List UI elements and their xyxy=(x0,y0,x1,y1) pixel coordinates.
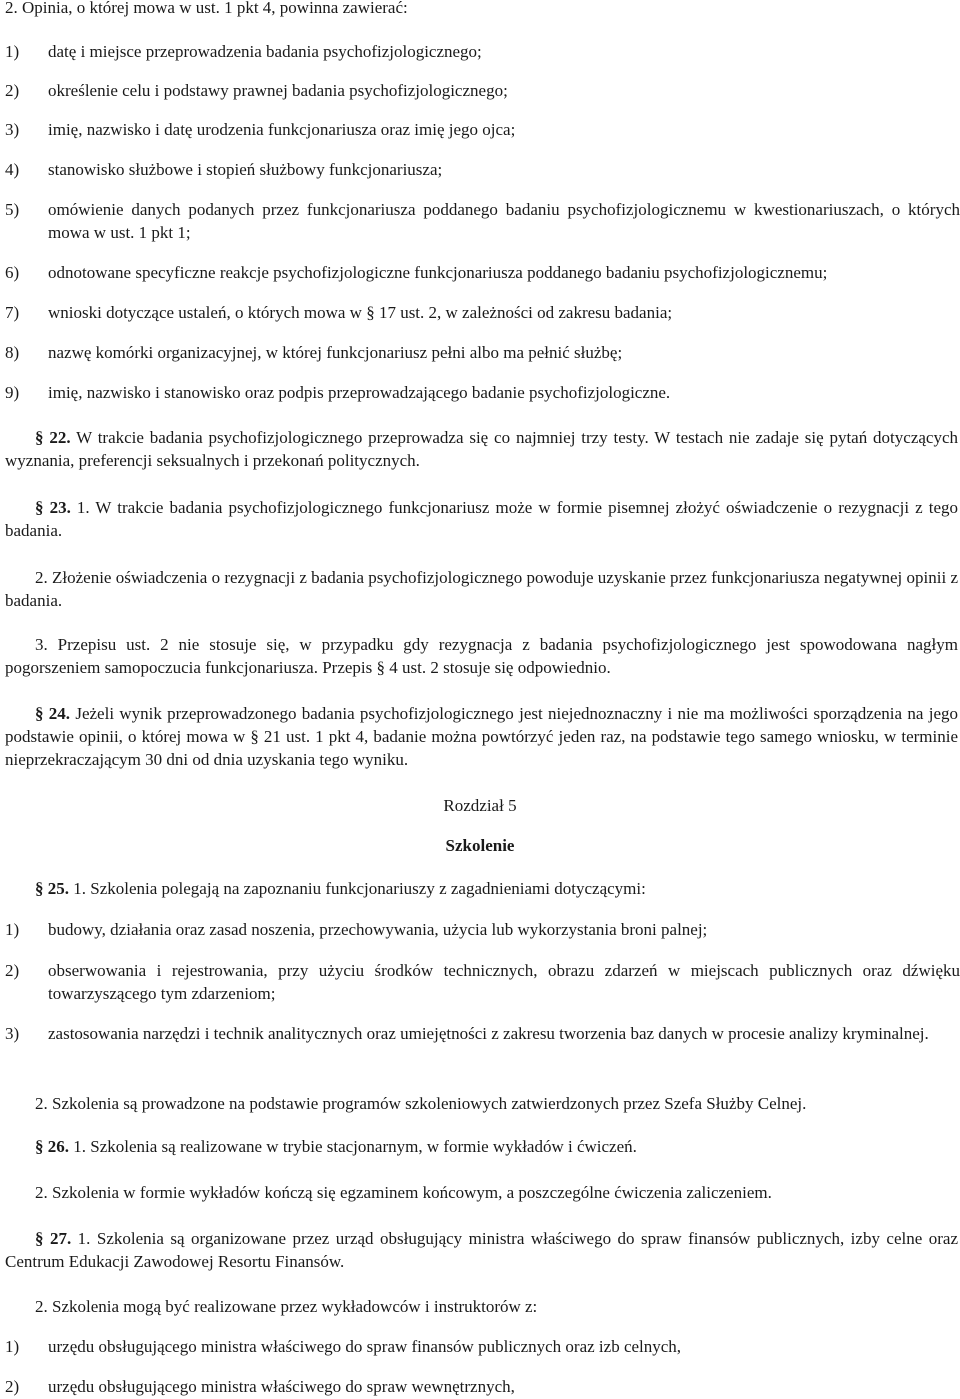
list-number: 8) xyxy=(5,343,20,362)
list-text: urzędu obsługującego ministra właściwego do spraw finansów publicznych oraz izb celnych, xyxy=(48,1337,682,1356)
list-number: 2) xyxy=(5,81,20,100)
chapter-title: Szkolenie xyxy=(445,836,515,855)
list-text: stanowisko służbowe i stopień służbowy funkcjonariusza; xyxy=(48,160,443,179)
list-number: 1) xyxy=(5,42,20,61)
paragraph-24 xyxy=(5,702,958,771)
paragraph-text: 1. Szkolenia są organizowane przez urząd obsługujący ministra właściwego do spraw finansów publicznych, izby celne oraz Centrum Edukacji Zawodowej Resortu Finansów. xyxy=(5,1229,958,1271)
list-text: nazwę komórki organizacyjnej, w której funkcjonariusz pełni albo ma pełnić służbę; xyxy=(48,343,623,362)
top-line: 2. Opinia, o której mowa w ust. 1 pkt 4, powinna zawierać: xyxy=(5,0,408,17)
paragraph-26-2: 2. Szkolenia w formie wykładów kończą się egzaminem końcowym, a poszczególne ćwiczenia zaliczeniem. xyxy=(35,1183,772,1202)
list-number: 2) xyxy=(5,961,20,980)
chapter-number: Rozdział 5 xyxy=(443,796,517,815)
section-label: § 22. xyxy=(35,428,71,447)
list-number: 3) xyxy=(5,1024,20,1043)
paragraph-23-1 xyxy=(5,496,958,542)
section-label: § 27. xyxy=(35,1229,72,1248)
list-text: określenie celu i podstawy prawnej badania psychofizjologicznego; xyxy=(48,81,508,100)
list-number: 7) xyxy=(5,303,20,322)
section-label: § 26. xyxy=(35,1137,69,1156)
paragraph-25-2: 2. Szkolenia są prowadzone na podstawie programów szkoleniowych zatwierdzonych przez Szefa Służby Celnej. xyxy=(35,1094,807,1113)
list-text: urzędu obsługującego ministra właściwego do spraw wewnętrznych, xyxy=(48,1377,515,1396)
list-text: imię, nazwisko i datę urodzenia funkcjonariusza oraz imię jego ojca; xyxy=(48,120,516,139)
list-number: 1) xyxy=(5,1337,20,1356)
list-number: 3) xyxy=(5,120,20,139)
paragraph-26-1 xyxy=(5,1135,958,1158)
paragraph-22 xyxy=(5,426,958,472)
paragraph-text: W trakcie badania psychofizjologicznego przeprowadza się co najmniej trzy testy. W testach nie zadaje się pytań dotyczących wyznania, preferencji seksualnych i przekonań politycznych. xyxy=(5,428,959,470)
paragraph-text: 1. W trakcie badania psychofizjologicznego funkcjonariusz może w formie pisemnej złożyć oświadczenie o rezygnacji z tego badania. xyxy=(5,498,959,540)
paragraph-text: 1. Szkolenia polegają na zapoznaniu funkcjonariuszy z zagadnieniami dotyczącymi: xyxy=(69,879,646,898)
list-text: obserwowania i rejestrowania, przy użyciu środków technicznych, obrazu zdarzeń w miejscach publicznych oraz dźwięku towarzyszącego tym zdarzeniom; xyxy=(48,961,960,1003)
section-label: § 23. xyxy=(35,498,71,517)
paragraph-23-2: 2. Złożenie oświadczenia o rezygnacji z badania psychofizjologicznego powoduje uzyskanie przez funkcjonariusza negatywnej opinii z badania. xyxy=(5,568,958,610)
paragraph-text: 1. Szkolenia są realizowane w trybie stacjonarnym, w formie wykładów i ćwiczeń. xyxy=(69,1137,637,1156)
list-text: wnioski dotyczące ustaleń, o których mowa w § 17 ust. 2, w zależności od zakresu badania; xyxy=(48,303,673,322)
list-number: 6) xyxy=(5,263,20,282)
list-text: datę i miejsce przeprowadzenia badania psychofizjologicznego; xyxy=(48,42,482,61)
paragraph-27-2: 2. Szkolenia mogą być realizowane przez wykładowców i instruktorów z: xyxy=(35,1297,538,1316)
list-number: 5) xyxy=(5,200,20,219)
paragraph-23-3: 3. Przepisu ust. 2 nie stosuje się, w przypadku gdy rezygnacja z badania psychofizjologicznego jest spowodowana nagłym pogorszeniem samopoczucia funkcjonariusza. Przepis § 4 ust. 2 stosuje się odpowiednio. xyxy=(5,635,958,677)
list-text: zastosowania narzędzi i technik analitycznych oraz umiejętności z zakresu tworzenia baz danych w procesie analizy kryminalnej. xyxy=(48,1024,929,1043)
list-number: 2) xyxy=(5,1377,20,1396)
list-number: 1) xyxy=(5,920,20,939)
list-number: 9) xyxy=(5,383,20,402)
section-label: § 25. xyxy=(35,879,69,898)
paragraph-25-1 xyxy=(5,877,958,900)
list-text: odnotowane specyficzne reakcje psychofizjologiczne funkcjonariusza poddanego badaniu psychofizjologicznemu; xyxy=(48,263,828,282)
paragraph-27-1 xyxy=(5,1227,958,1273)
section-label: § 24. xyxy=(35,704,71,723)
paragraph-text: Jeżeli wynik przeprowadzonego badania psychofizjologicznego jest niejednoznaczny i nie ma możliwości sporządzenia na jego podstawie opinii, o której mowa w § 21 ust. 1 pkt 4, badanie można powtórzyć jeden raz, na podstawie tego samego wniosku, w terminie nieprzekraczającym 30 dni od dnia uzyskania tego wyniku. xyxy=(5,704,958,769)
list-text: omówienie danych podanych przez funkcjonariusza poddanego badaniu psychofizjologicznemu w kwestionariuszach, o których mowa w ust. 1 pkt 1; xyxy=(48,200,960,242)
list-text: imię, nazwisko i stanowisko oraz podpis przeprowadzającego badanie psychofizjologiczne. xyxy=(48,383,671,402)
list-text: budowy, działania oraz zasad noszenia, przechowywania, użycia lub wykorzystania broni palnej; xyxy=(48,920,708,939)
list-number: 4) xyxy=(5,160,20,179)
